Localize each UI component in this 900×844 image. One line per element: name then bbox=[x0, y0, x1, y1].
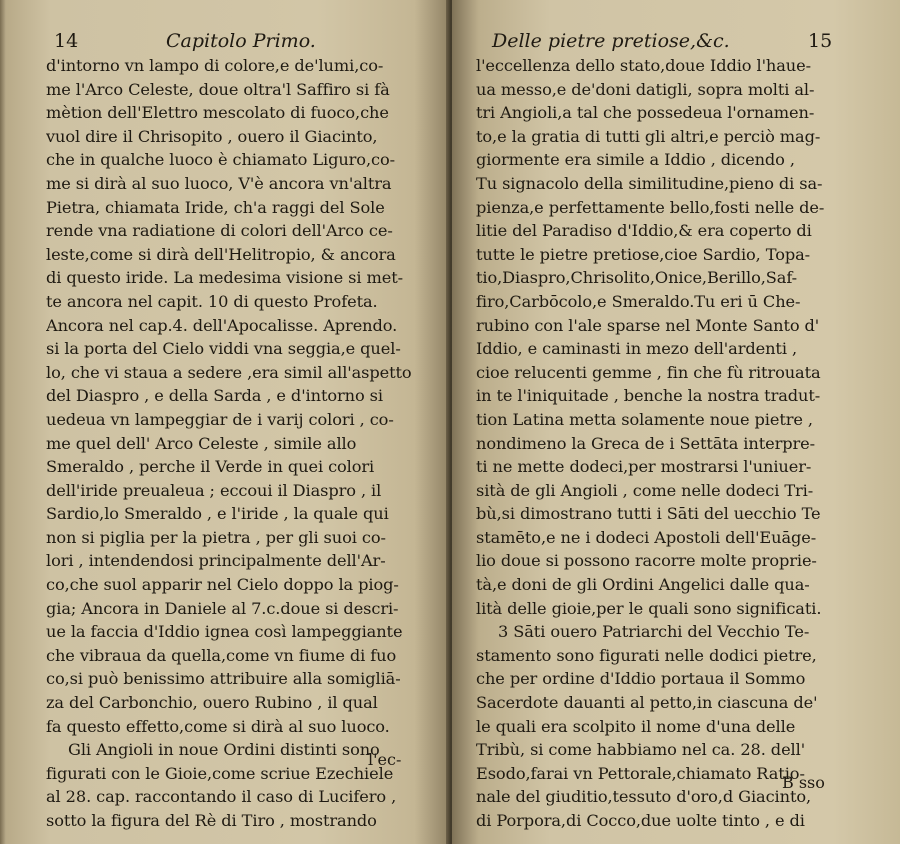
text-line: figurati con le Gioie,come scriue Ezechiele bbox=[46, 763, 394, 783]
text-line: che vibraua da quella,come vn fiume di fuo bbox=[46, 645, 397, 665]
text-line: pienza,e perfettamente bello,fosti nelle de- bbox=[476, 197, 825, 217]
text-line: co,che suol apparir nel Cielo doppo la piog- bbox=[46, 575, 399, 595]
text-line: ti ne mette dodeci,per mostrarsi l'uniuer- bbox=[476, 457, 812, 477]
text-line: te ancora nel capit. 10 di questo Profeta. bbox=[46, 291, 378, 311]
text-line: Pietra, chiamata Iride, ch'a raggi del Sole bbox=[46, 197, 385, 217]
text-line: in te l'iniquitade , benche la nostra tradut- bbox=[476, 386, 821, 406]
text-line: Sacerdote dauanti al petto,in ciascuna de' bbox=[476, 693, 818, 713]
text-line: ua messo,e de'doni datigli, sopra molti al- bbox=[476, 79, 815, 99]
text-line: tà,e doni de gli Ordini Angelici dalle qua- bbox=[476, 575, 810, 595]
text-line: non si piglia per la pietra , per gli suoi co- bbox=[46, 527, 386, 547]
text-line: fa questo effetto,come si dirà al suo luoco. bbox=[46, 716, 390, 736]
text-line: Tu signacolo della similitudine,pieno di sa- bbox=[476, 173, 823, 193]
text-line: nondimeno la Greca de i Settāta interpre- bbox=[476, 433, 815, 453]
text-line: mètion dell'Elettro mescolato di fuoco,che bbox=[46, 103, 389, 123]
text-line: Sardio,lo Smeraldo , e l'iride , la quale qui bbox=[46, 504, 389, 524]
text-line: sotto la figura del Rè di Tiro , mostrando bbox=[46, 811, 377, 830]
text-block bbox=[46, 54, 441, 833]
page-number: 15 bbox=[808, 30, 833, 52]
text-line: Gli Angioli in noue Ordini distinti sono bbox=[68, 740, 380, 760]
text-line: Tribù, si come habbiamo nel ca. 28. dell' bbox=[476, 740, 806, 760]
text-line: co,si può benissimo attribuire alla somigliā- bbox=[46, 669, 401, 689]
text-line: lità delle gioie,per le quali sono significati. bbox=[476, 598, 822, 618]
text-line: stamento sono figurati nelle dodici pietre, bbox=[476, 645, 817, 665]
text-line: lo, che vi staua a sedere ,era simil all'aspetto bbox=[46, 362, 412, 382]
text-line: rubino con l'ale sparse nel Monte Santo d' bbox=[476, 315, 820, 335]
text-line: che per ordine d'Iddio portaua il Sommo bbox=[476, 669, 806, 689]
text-line: leste,come si dirà dell'Helitropio, & ancora bbox=[46, 244, 396, 264]
text-line: Smeraldo , perche il Verde in quei colori bbox=[46, 457, 375, 477]
text-line: del Diaspro , e della Sarda , e d'intorno si bbox=[46, 386, 383, 406]
text-line: si la porta del Cielo viddi vna seggia,e quel- bbox=[46, 339, 401, 359]
text-line: rende vna radiatione di colori dell'Arco ce- bbox=[46, 221, 393, 241]
text-line: cioe relucenti gemme , fin che fù ritrouata bbox=[476, 362, 821, 382]
text-line: stamēto,e ne i dodeci Apostoli dell'Euāge- bbox=[476, 527, 817, 547]
text-line: al 28. cap. raccontando il caso di Lucifero , bbox=[46, 787, 397, 807]
text-line: me l'Arco Celeste, doue oltra'l Saffiro si fà bbox=[46, 79, 390, 99]
text-line: le quali era scolpito il nome d'una delle bbox=[476, 716, 796, 736]
text-line: 3 Sāti ouero Patriarchi del Vecchio Te- bbox=[498, 622, 810, 642]
text-line: Ancora nel cap.4. dell'Apocalisse. Aprendo. bbox=[46, 315, 398, 335]
text-line: giormente era simile a Iddio , dicendo , bbox=[476, 150, 795, 170]
text-line: litie del Paradiso d'Iddio,& era coperto di bbox=[476, 221, 812, 241]
text-line: bù,si dimostrano tutti i Sāti del uecchio Te bbox=[476, 504, 821, 524]
catchword: l'ec- bbox=[368, 750, 402, 769]
text-line: l'eccellenza dello stato,doue Iddio l'haue- bbox=[476, 56, 811, 75]
text-line: me si dirà al suo luoco, V'è ancora vn'altra bbox=[46, 173, 392, 193]
text-line: to,e la gratia di tutti gli altri,e perciò mag- bbox=[476, 126, 821, 146]
text-line: di questo iride. La medesima visione si met- bbox=[46, 268, 403, 288]
text-line: ue la faccia d'Iddio ignea così lampeggiante bbox=[46, 622, 403, 642]
text-line: nale del giuditio,tessuto d'oro,d Giacinto, bbox=[476, 787, 812, 807]
text-line: di Porpora,di Cocco,due uolte tinto , e di bbox=[476, 811, 805, 830]
text-line: Iddio, e caminasti in mezo dell'ardenti , bbox=[476, 339, 797, 359]
text-line: za del Carbonchio, ouero Rubino , il qual bbox=[46, 693, 378, 713]
right-page bbox=[452, 0, 900, 844]
text-line: gia; Ancora in Daniele al 7.c.doue si descri- bbox=[46, 598, 399, 618]
text-line: tio,Diaspro,Chrisolito,Onice,Berillo,Saf- bbox=[476, 268, 798, 288]
text-line: dell'iride preualeua ; eccoui il Diaspro , il bbox=[46, 480, 382, 500]
text-line: lio doue si possono racorre molte proprie- bbox=[476, 551, 817, 571]
text-line: tion Latina metta solamente noue pietre , bbox=[476, 409, 813, 429]
text-block bbox=[476, 54, 888, 833]
text-line: tutte le pietre pretiose,cioe Sardio, Topa- bbox=[476, 244, 811, 264]
text-line: tri Angioli,a tal che possedeua l'ornamen- bbox=[476, 103, 815, 123]
text-line: vuol dire il Chrisopito , ouero il Giacinto, bbox=[46, 126, 378, 146]
running-head: Capitolo Primo. bbox=[166, 30, 316, 52]
text-line: che in qualche luoco è chiamato Liguro,co- bbox=[46, 150, 395, 170]
text-line: d'intorno vn lampo di colore,e de'lumi,co- bbox=[46, 56, 384, 75]
text-line: firo,Carbōcolo,e Smeraldo.Tu eri ū Che- bbox=[476, 291, 801, 311]
catchword: B sso bbox=[782, 773, 825, 792]
text-line: Esodo,farai vn Pettorale,chiamato Ratio- bbox=[476, 763, 805, 783]
text-line: lori , intendendosi principalmente dell'Ar- bbox=[46, 551, 386, 571]
running-head: Delle pietre pretiose,&c. bbox=[492, 30, 730, 52]
text-line: sità de gli Angioli , come nelle dodeci Tri- bbox=[476, 480, 814, 500]
text-line: me quel dell' Arco Celeste , simile allo bbox=[46, 433, 357, 453]
text-line: uedeua vn lampeggiar de i varij colori , co- bbox=[46, 409, 394, 429]
left-page bbox=[6, 0, 450, 844]
page-number: 14 bbox=[54, 30, 79, 52]
